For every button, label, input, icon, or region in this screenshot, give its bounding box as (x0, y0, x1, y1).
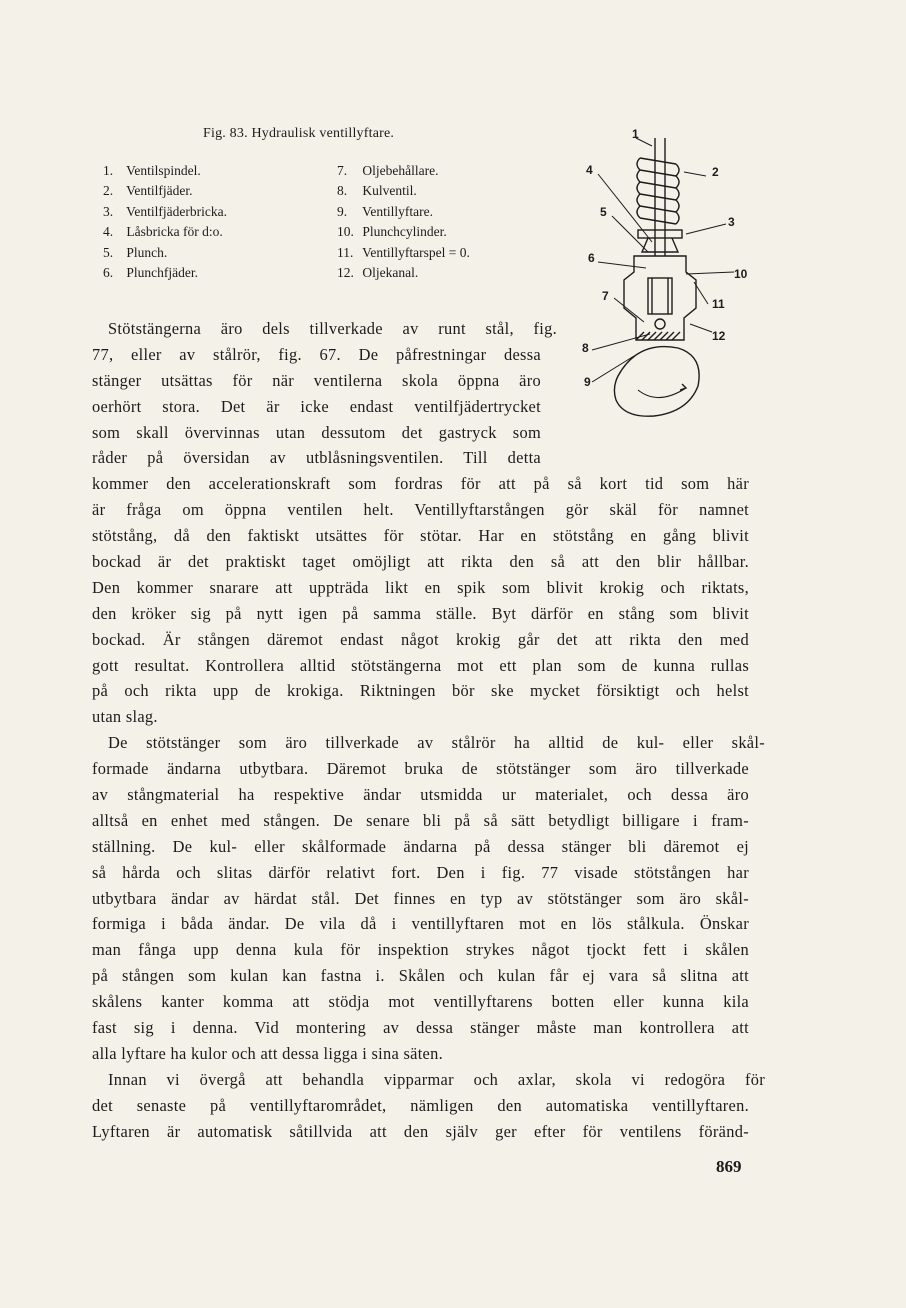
text-line: formiga i båda ändar. De vila då i ventillyftaren mot en lös stålkula. Önskar (92, 914, 749, 934)
text-line: den kröker sig på nytt igen på samma ställe. Byt därför en stång som blivit (92, 603, 749, 623)
text-line: är fråga om öppna ventilen helt. Ventillyftarstången gör skäl för namnet (92, 500, 749, 520)
figure-label: 8 (582, 341, 589, 355)
legend-item: 8. Kulventil. (337, 183, 417, 199)
text-line: Stötstängerna äro dels tillverkade av runt stål, fig. (108, 319, 557, 338)
text-line: på och rikta upp de krokiga. Riktningen bör ske mycket försiktigt och helst (92, 681, 749, 701)
legend-item: 1. Ventilspindel. (103, 163, 201, 178)
text-line: det senaste på ventillyftarområdet, nämligen den automatiska ventillyftaren. (92, 1095, 749, 1115)
figure-label: 10 (734, 267, 748, 281)
text-line: alla lyftare ha kulor och att dessa ligga i sina säten. (92, 1043, 444, 1063)
paragraph (92, 316, 765, 730)
legend-item: 9. Ventillyftare. (337, 203, 433, 219)
legend-item: 10. Plunchcylinder. (337, 224, 447, 240)
figure-label: 7 (602, 289, 609, 303)
text-line: formade ändarna utbytbara. Däremot bruka de stötstänger som äro tillverkade (92, 759, 749, 779)
legend-item: 7. Oljebehållare. (337, 163, 439, 178)
text-line: fast sig i denna. Vid montering av dessa stänger måste man kontrollera att (92, 1018, 749, 1038)
figure-caption: Fig. 83. Hydraulisk ventillyftare. (203, 126, 395, 141)
text-line: De stötstänger som äro tillverkade av stålrör ha alltid de kul- eller skål- (108, 733, 765, 753)
figure-label: 12 (712, 329, 726, 343)
text-line: ställning. De kul- eller skålformade ändarna på dessa stänger bli däremot ej (92, 836, 749, 856)
text-line: Lyftaren är automatisk såtillvida att den själv ger efter för ventilens föränd- (92, 1121, 749, 1141)
legend-right (337, 161, 470, 283)
text-line: så hårda och slitas därför relativt fort. Den i fig. 77 visade stötstången har (92, 862, 749, 882)
paragraph (92, 730, 765, 1067)
figure-label: 5 (600, 205, 607, 219)
text-line: utan slag. (92, 707, 158, 727)
figure-label: 9 (584, 375, 591, 389)
text-line: man fånga upp denna kula för inspektion strykes något tjockt fett i skålen (92, 940, 749, 960)
text-line: 77, eller av stålrör, fig. 67. De påfrestningar dessa (92, 344, 541, 364)
text-line: stänger utsättas för när ventilerna skola öppna äro (92, 370, 541, 390)
figure-label: 4 (586, 163, 593, 177)
legend-item: 2. Ventilfjäder. (103, 183, 193, 199)
legend-item: 11. Ventillyftarspel = 0. (337, 244, 470, 260)
text-line: gott resultat. Kontrollera alltid stötstängerna mot ett plan som de kunna rullas (92, 655, 749, 675)
figure-label: 1 (632, 128, 639, 141)
text-line: bockad. Är stången däremot endast något krokig går det att rikta den med (92, 629, 749, 649)
paragraph (92, 1067, 765, 1145)
legend-item: 3. Ventilfjäderbricka. (103, 203, 227, 219)
figure-label: 2 (712, 165, 719, 179)
legend-left (103, 161, 227, 283)
legend-item: 5. Plunch. (103, 244, 168, 260)
text-line: skålens kanter komma att stödja mot ventillyftarens botten eller kunna kila (92, 992, 749, 1012)
text-line: utbytbara ändar av härdat stål. Det finnes en typ av stötstänger som äro skål- (92, 888, 749, 908)
legend-item: 6. Plunchfjäder. (103, 265, 198, 281)
text-line: Innan vi övergå att behandla vipparmar och axlar, skola vi redogöra för (108, 1069, 765, 1089)
text-line: alltså en enhet med stången. De senare bli på så sätt betydligt billigare i fram- (92, 810, 749, 830)
text-line: av stångmaterial ha respektive ändar utsmidda ur materialet, och dessa äro (92, 785, 749, 805)
text-line: kommer den accelerationskraft som fordras för att på så kort tid som här (92, 474, 749, 494)
text-line: bockad är det praktiskt taget omöjligt att rikta den så att den blir hållbar. (92, 552, 749, 572)
body-text (92, 316, 765, 1145)
figure-label: 11 (712, 297, 725, 311)
text-line: Den kommer snarare att uppträda likt en spik som blivit krokig och riktats, (92, 577, 749, 597)
text-line: som skall övervinnas utan dessutom det gastryck som (92, 422, 541, 442)
text-line: råder på översidan av utblåsningsventilen. Till detta (92, 448, 541, 468)
text-line: stötstång, då den faktiskt utsättes för stötar. Har en stötstång en gång blivit (92, 526, 749, 546)
text-line: oerhört stora. Det är icke endast ventilfjädertrycket (92, 396, 541, 416)
figure-label: 3 (728, 215, 735, 229)
legend-item: 12. Oljekanal. (337, 265, 419, 281)
page-number: 869 (716, 1157, 742, 1176)
figure-label: 6 (588, 251, 595, 265)
text-line: på stången som kulan kan fastna i. Skålen och kulan får ej vara så slitna att (92, 966, 749, 986)
legend-item: 4. Låsbricka för d:o. (103, 224, 223, 240)
